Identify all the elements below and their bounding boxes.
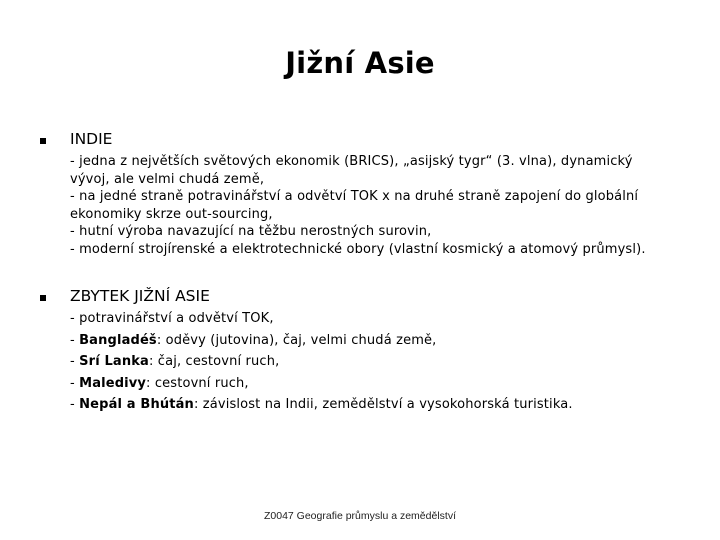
line-prefix: - <box>70 354 80 369</box>
line-rest: : cestovní ruch, <box>146 375 249 391</box>
line-rest: : závislost na Indii, zemědělství a vysokohorská turistika. <box>193 397 573 412</box>
country-name: Maledivy <box>79 375 147 391</box>
section-text-indie <box>70 152 700 259</box>
text-line: vývoj, ale velmi chudá země, <box>70 171 265 187</box>
text-line: ekonomiky skrze out-sourcing, <box>70 206 273 222</box>
square-bullet-icon <box>40 295 48 303</box>
text-line <box>70 352 700 372</box>
text-line: - na jedné straně potravinářství a odvětví TOK x na druhé straně zapojení do globální <box>70 189 639 204</box>
country-name: Bangladéš <box>79 332 157 348</box>
text-line <box>70 309 700 329</box>
line-prefix: - <box>70 332 80 348</box>
line-prefix: - <box>70 397 80 412</box>
section-text-zbytek <box>70 309 700 415</box>
footer-course-label: Z0047 Geografie průmyslu a zemědělství <box>263 510 456 522</box>
text-line <box>70 374 700 394</box>
square-bullet-icon <box>40 138 48 146</box>
line-rest: : čaj, cestovní ruch, <box>148 354 280 369</box>
section-heading-zbytek: ZBYTEK JIŽNÍ ASIE <box>70 287 210 305</box>
line-rest: : oděvy (jutovina), čaj, velmi chudá země, <box>156 332 437 348</box>
country-name: Srí Lanka <box>79 354 149 369</box>
text-line <box>70 331 700 351</box>
text-line <box>70 395 700 415</box>
page-title: Jižní Asie <box>285 46 435 80</box>
line-prefix: - <box>70 375 80 391</box>
text-line: - moderní strojírenské a elektrotechnické obory (vlastní kosmický a atomový průmysl). <box>70 241 646 257</box>
country-name: Nepál a Bhútán <box>79 397 194 412</box>
section-heading-indie: INDIE <box>70 130 113 148</box>
text-line: - jedna z největších světových ekonomik (BRICS), „asijský tygr“ (3. vlna), dynamický <box>70 154 633 169</box>
line-prefix: - potravinářství a odvětví TOK, <box>70 311 274 326</box>
text-line: - hutní výroba navazující na těžbu nerostných surovin, <box>70 224 432 239</box>
